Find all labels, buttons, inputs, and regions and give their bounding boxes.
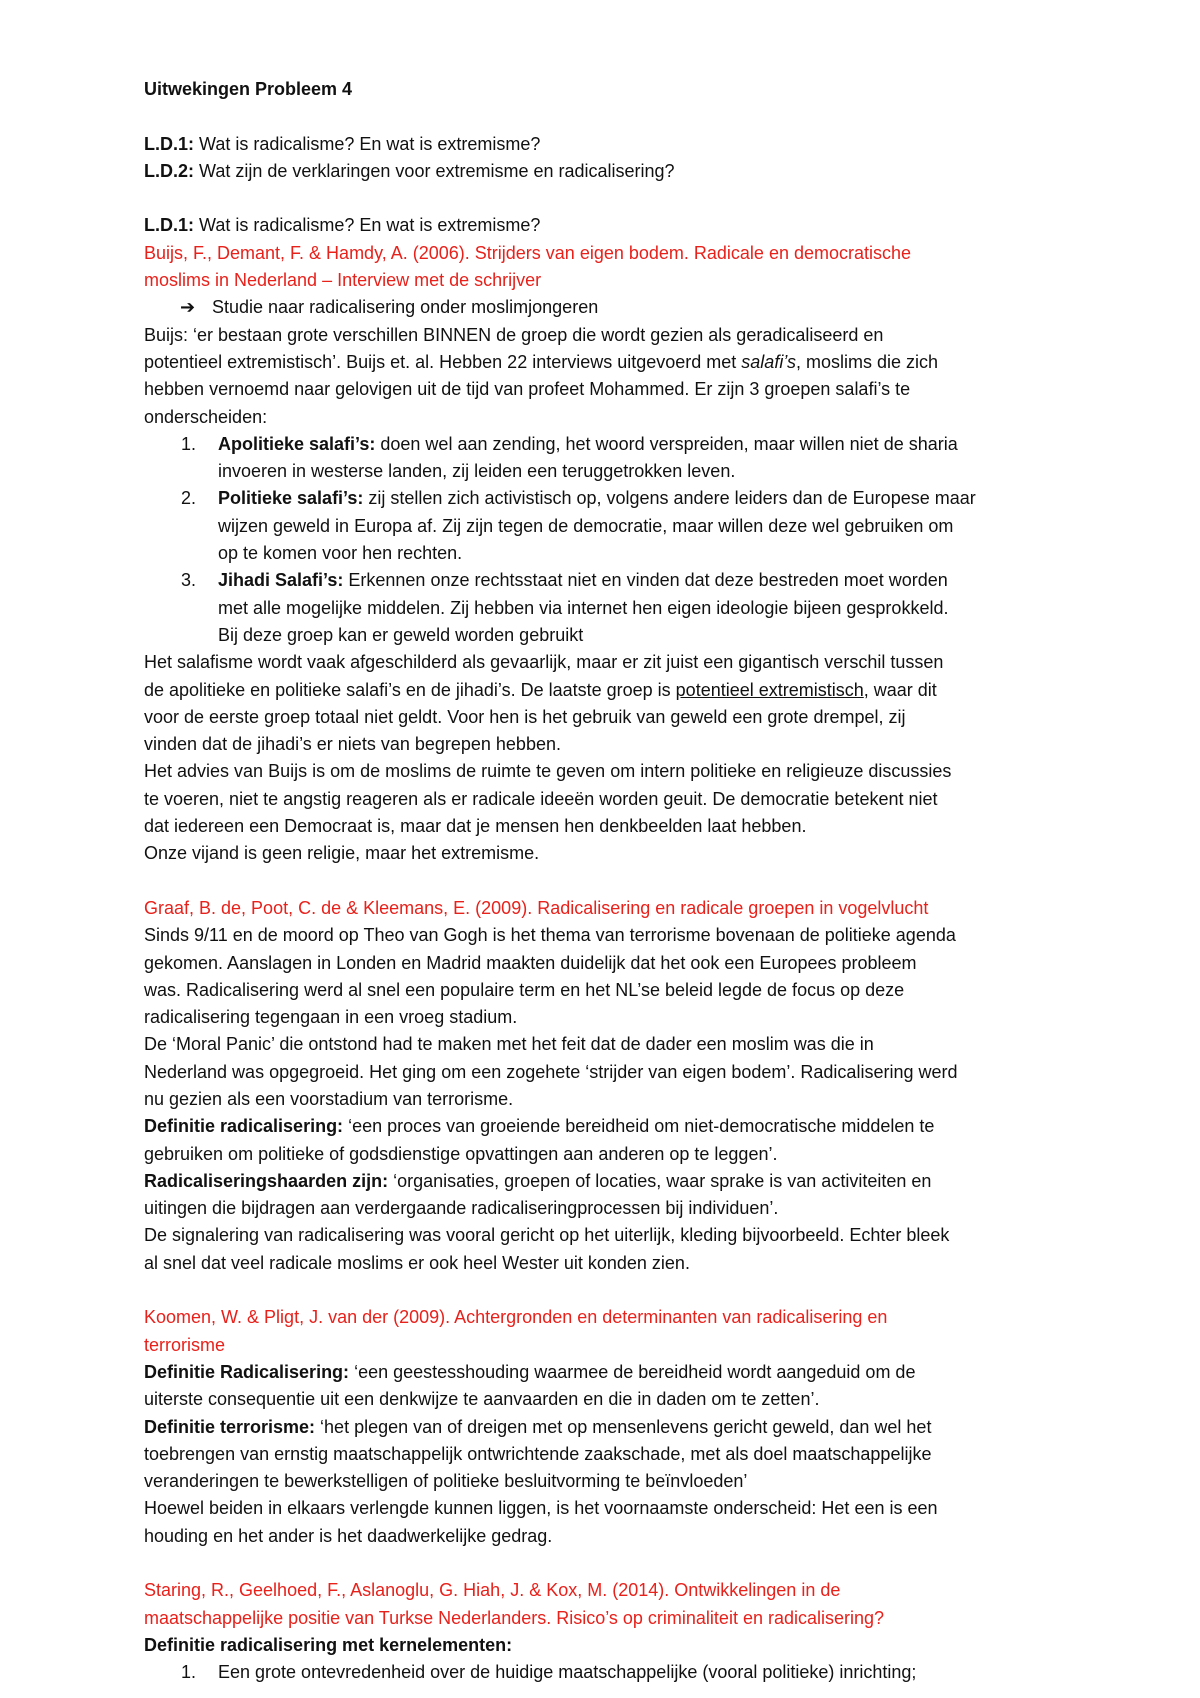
section-heading: L.D.1: Wat is radicalisme? En wat is extremisme? bbox=[144, 215, 541, 236]
list-item: 1. Apolitieke salafi’s: doen wel aan zending, het woord verspreiden, maar willen niet de sharia bbox=[181, 433, 958, 454]
paragraph-line: dat iedereen een Democraat is, maar dat je mensen hen denkbeelden laat hebben. bbox=[144, 816, 807, 837]
question-1: L.D.1: Wat is radicalisme? En wat is extremisme? bbox=[144, 133, 541, 154]
paragraph-line: radicalisering tegengaan in een vroeg stadium. bbox=[144, 1007, 518, 1028]
paragraph-line: Onze vijand is geen religie, maar het extremisme. bbox=[144, 843, 540, 864]
list-item: 2. Politieke salafi’s: zij stellen zich activistisch op, volgens andere leiders dan de Europese maar bbox=[181, 488, 976, 509]
list-item-cont: Bij deze groep kan er geweld worden gebruikt bbox=[218, 624, 584, 645]
definition-line: uitingen die bijdragen aan verdergaande radicaliseringprocessen bij individuen’. bbox=[144, 1198, 779, 1219]
definition-line: Definitie radicalisering: ‘een proces van groeiende bereidheid om niet-democratische middelen te bbox=[144, 1116, 935, 1137]
paragraph-line: Nederland was opgegroeid. Het ging om een zogehete ‘strijder van eigen bodem’. Radicalisering werd bbox=[144, 1061, 958, 1082]
paragraph-line: te voeren, niet te angstig reageren als er radicale ideeën worden geuit. De democratie betekent niet bbox=[144, 788, 938, 809]
paragraph-line: vinden dat de jihadi’s er niets van begrepen hebben. bbox=[144, 734, 561, 755]
paragraph-line: houding en het ander is het daadwerkelijke gedrag. bbox=[144, 1525, 553, 1546]
reference-buijs: Buijs, F., Demant, F. & Hamdy, A. (2006). Strijders van eigen bodem. Radicale en democratische bbox=[144, 242, 912, 263]
paragraph-line: al snel dat veel radicale moslims er ook heel Wester uit konden zien. bbox=[144, 1252, 690, 1273]
paragraph-line: voor de eerste groep totaal niet geldt. Voor hen is het gebruik van geweld een grote drempel, zij bbox=[144, 706, 906, 727]
reference-koomen-cont: terrorisme bbox=[144, 1334, 226, 1355]
paragraph-line: De ‘Moral Panic’ die ontstond had te maken met het feit dat de dader een moslim was die in bbox=[144, 1034, 874, 1055]
definition-line: Definitie terrorisme: ‘het plegen van of dreigen met op mensenlevens gericht geweld, dan wel het bbox=[144, 1416, 932, 1437]
paragraph-line: gekomen. Aanslagen in Londen en Madrid maakten duidelijk dat het ook een Europees probleem bbox=[144, 952, 917, 973]
paragraph-line: potentieel extremistisch’. Buijs et. al. Hebben 22 interviews uitgevoerd met salafi’s, moslims die zich bbox=[144, 351, 939, 372]
reference-koomen: Koomen, W. & Pligt, J. van der (2009). Achtergronden en determinanten van radicalisering en bbox=[144, 1307, 888, 1328]
definition-line: Radicaliseringshaarden zijn: ‘organisaties, groepen of locaties, waar sprake is van activiteiten en bbox=[144, 1170, 932, 1191]
definition-line: gebruiken om politieke of godsdienstige opvattingen aan anderen op te leggen’. bbox=[144, 1143, 778, 1164]
list-item-cont: op te komen voor hen rechten. bbox=[218, 543, 463, 564]
paragraph-line: Buijs: ‘er bestaan grote verschillen BINNEN de groep die wordt gezien als geradicaliseerd en bbox=[144, 324, 884, 345]
question-2: L.D.2: Wat zijn de verklaringen voor extremisme en radicalisering? bbox=[144, 160, 675, 181]
list-item-cont: wijzen geweld in Europa af. Zij zijn tegen de democratie, maar willen deze wel gebruiken om bbox=[218, 515, 954, 536]
paragraph-line: nu gezien als een voorstadium van terrorisme. bbox=[144, 1088, 514, 1109]
reference-graaf: Graaf, B. de, Poot, C. de & Kleemans, E. (2009). Radicalisering en radicale groepen in vogelvlucht bbox=[144, 897, 929, 918]
paragraph-line: Sinds 9/11 en de moord op Theo van Gogh is het thema van terrorisme bovenaan de politieke agenda bbox=[144, 925, 956, 946]
paragraph-line: onderscheiden: bbox=[144, 406, 268, 427]
paragraph-line: de apolitieke en politieke salafi’s en de jihadi’s. De laatste groep is potentieel extremistisch, waar dit bbox=[144, 679, 937, 700]
definition-line: toebrengen van ernstig maatschappelijk ontwrichtende zaakschade, met als doel maatschappelijke bbox=[144, 1443, 932, 1464]
paragraph-line: Hoewel beiden in elkaars verlengde kunnen liggen, is het voornaamste onderscheid: Het een is een bbox=[144, 1498, 938, 1519]
list-item-cont: invoeren in westerse landen, zij leiden een teruggetrokken leven. bbox=[218, 461, 736, 482]
arrow-right-icon: ➔ bbox=[180, 297, 196, 318]
reference-staring: Staring, R., Geelhoed, F., Aslanoglu, G. Hiah, J. & Kox, M. (2014). Ontwikkelingen in de bbox=[144, 1580, 841, 1601]
definition-line: Definitie Radicalisering: ‘een geestesshouding waarmee de bereidheid wordt aangeduid om de bbox=[144, 1361, 916, 1382]
paragraph-line: Het salafisme wordt vaak afgeschilderd als gevaarlijk, maar er zit juist een gigantisch verschil tussen bbox=[144, 652, 944, 673]
definition-heading: Definitie radicalisering met kernelementen: bbox=[144, 1634, 513, 1655]
document-title: Uitwekingen Probleem 4 bbox=[144, 79, 353, 99]
paragraph-line: De signalering van radicalisering was vooral gericht op het uiterlijk, kleding bijvoorbeeld. Echter bleek bbox=[144, 1225, 950, 1246]
paragraph-line: Het advies van Buijs is om de moslims de ruimte te geven om intern politieke en religieuze discussies bbox=[144, 761, 952, 782]
arrow-bullet: ➔ Studie naar radicalisering onder moslimjongeren bbox=[144, 294, 1080, 321]
reference-buijs-cont: moslims in Nederland – Interview met de schrijver bbox=[144, 270, 542, 291]
paragraph-line: was. Radicalisering werd al snel een populaire term en het NL’se beleid legde de focus op deze bbox=[144, 979, 905, 1000]
list-item: 1. Een grote ontevredenheid over de huidige maatschappelijke (vooral politieke) inrichting; bbox=[181, 1662, 917, 1683]
definition-line: uiterste consequentie uit een denkwijze te aanvaarden en die in daden om te zetten’. bbox=[144, 1389, 820, 1410]
list-item: 3. Jihadi Salafi’s: Erkennen onze rechtsstaat niet en vinden dat deze bestreden moet worden bbox=[181, 570, 948, 591]
definition-line: veranderingen te bewerkstelligen of politieke besluitvorming te beïnvloeden’ bbox=[144, 1471, 748, 1492]
underlined-term: potentieel extremistisch bbox=[675, 679, 864, 700]
list-item-cont: met alle mogelijke middelen. Zij hebben via internet hen eigen ideologie bijeen gesprokkeld. bbox=[218, 597, 949, 618]
reference-staring-cont: maatschappelijke positie van Turkse Nederlanders. Risico’s op criminaliteit en radicalisering? bbox=[144, 1607, 885, 1628]
paragraph-line: hebben vernoemd naar gelovigen uit de tijd van profeet Mohammed. Er zijn 3 groepen salafi’s te bbox=[144, 379, 911, 400]
